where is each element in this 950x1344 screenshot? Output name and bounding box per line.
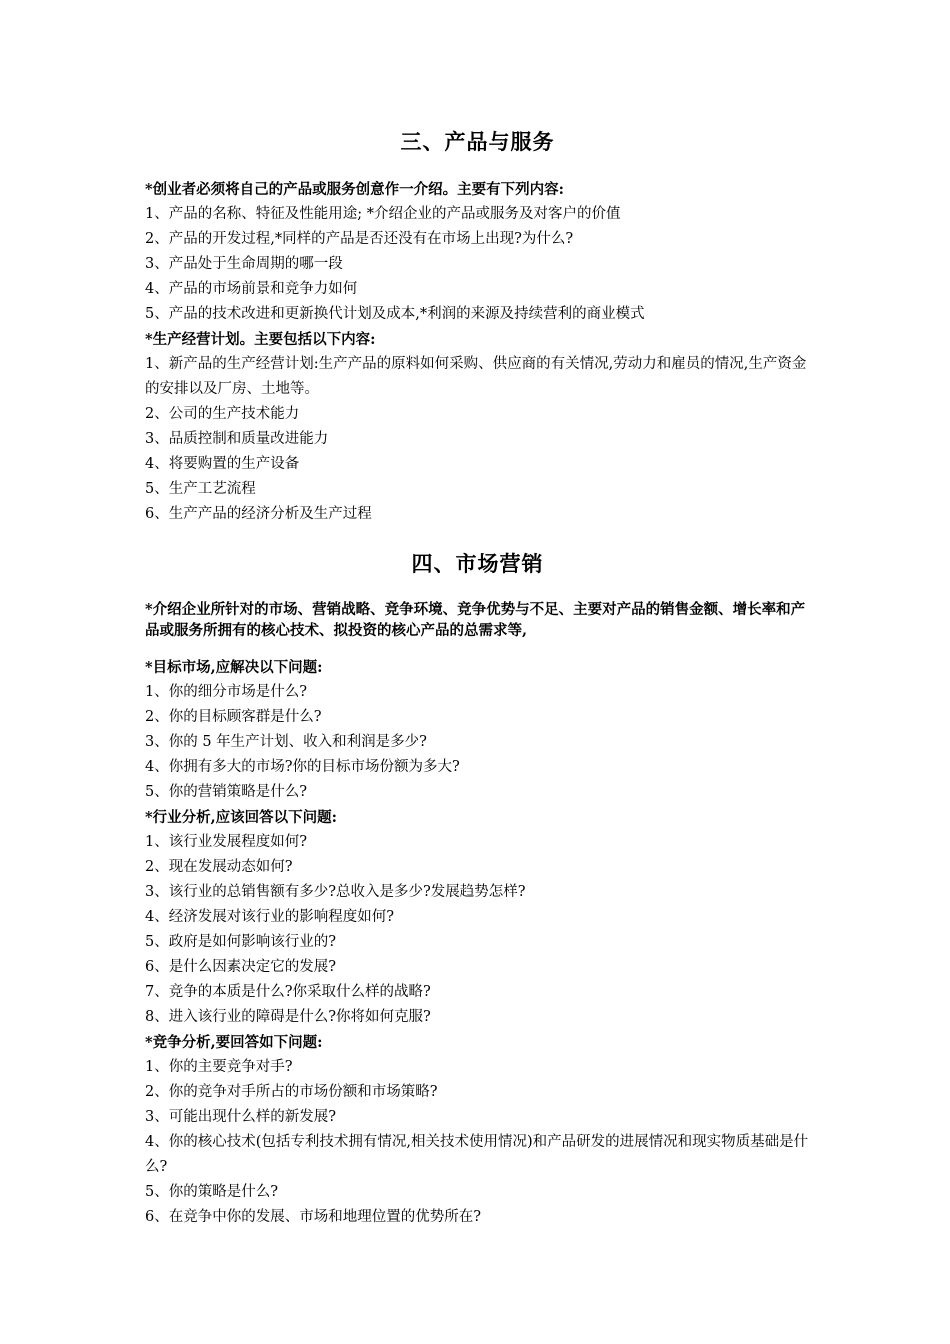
list-item: 6、是什么因素决定它的发展?: [145, 959, 336, 975]
list-item: 3、可能出现什么样的新发展?: [145, 1109, 336, 1125]
list-item: 1、新产品的生产经营计划:生产产品的原料如何采购、供应商的有关情况,劳动力和雇员的情况,生产资金的安排以及厂房、土地等。: [145, 356, 807, 397]
section-title-products-services: 三、产品与服务: [400, 129, 555, 154]
list-item: 4、产品的市场前景和竞争力如何: [145, 281, 358, 297]
document-content: [145, 125, 810, 1230]
list-item: 5、产品的技术改进和更新换代计划及成本,*利润的来源及持续营利的商业模式: [145, 306, 645, 322]
list-item: 4、你的核心技术(包括专利技术拥有情况,相关技术使用情况)和产品研发的进展情况和现实物质基础是什么?: [145, 1134, 809, 1175]
list-item: 4、经济发展对该行业的影响程度如何?: [145, 909, 394, 925]
group-heading-competition-analysis: *竞争分析,要回答如下问题:: [145, 1034, 323, 1051]
list-item: 5、政府是如何影响该行业的?: [145, 934, 336, 950]
list-item: 2、产品的开发过程,*同样的产品是否还没有在市场上出现?为什么?: [145, 231, 574, 247]
list-item: 3、你的 5 年生产计划、收入和利润是多少?: [145, 734, 427, 750]
group-heading-production-plan: *生产经营计划。主要包括以下内容:: [145, 331, 376, 348]
list-item: 5、你的营销策略是什么?: [145, 784, 307, 800]
group-heading-industry-analysis: *行业分析,应该回答以下问题:: [145, 809, 337, 826]
list-item: 5、生产工艺流程: [145, 481, 256, 497]
list-item: 2、你的目标顾客群是什么?: [145, 709, 322, 725]
list-item: 8、进入该行业的障碍是什么?你将如何克服?: [145, 1009, 431, 1025]
list-item: 1、该行业发展程度如何?: [145, 834, 307, 850]
section-title-marketing: 四、市场营销: [411, 551, 544, 576]
list-item: 1、你的细分市场是什么?: [145, 684, 307, 700]
list-item: 7、竞争的本质是什么?你采取什么样的战略?: [145, 984, 431, 1000]
list-item: 6、在竞争中你的发展、市场和地理位置的优势所在?: [145, 1209, 481, 1225]
list-item: 1、你的主要竞争对手?: [145, 1059, 293, 1075]
list-item: 3、该行业的总销售额有多少?总收入是多少?发展趋势怎样?: [145, 884, 526, 900]
list-item: 3、品质控制和质量改进能力: [145, 431, 329, 447]
section-intro-marketing: *介绍企业所针对的市场、营销战略、竞争环境、竞争优势与不足、主要对产品的销售金额、增长率和产品或服务所拥有的核心技术、拟投资的核心产品的总需求等,: [145, 601, 806, 639]
group-heading-product-intro: *创业者必须将自己的产品或服务创意作一介绍。主要有下列内容:: [145, 181, 564, 198]
list-item: 1、产品的名称、特征及性能用途; *介绍企业的产品或服务及对客户的价值: [145, 206, 621, 222]
list-item: 4、将要购置的生产设备: [145, 456, 300, 472]
list-item: 5、你的策略是什么?: [145, 1184, 278, 1200]
list-item: 4、你拥有多大的市场?你的目标市场份额为多大?: [145, 759, 460, 775]
group-heading-target-market: *目标市场,应解决以下问题:: [145, 659, 323, 676]
list-item: 3、产品处于生命周期的哪一段: [145, 256, 343, 272]
list-item: 2、公司的生产技术能力: [145, 406, 300, 422]
list-item: 2、现在发展动态如何?: [145, 859, 293, 875]
list-item: 2、你的竞争对手所占的市场份额和市场策略?: [145, 1084, 438, 1100]
list-item: 6、生产产品的经济分析及生产过程: [145, 506, 372, 522]
